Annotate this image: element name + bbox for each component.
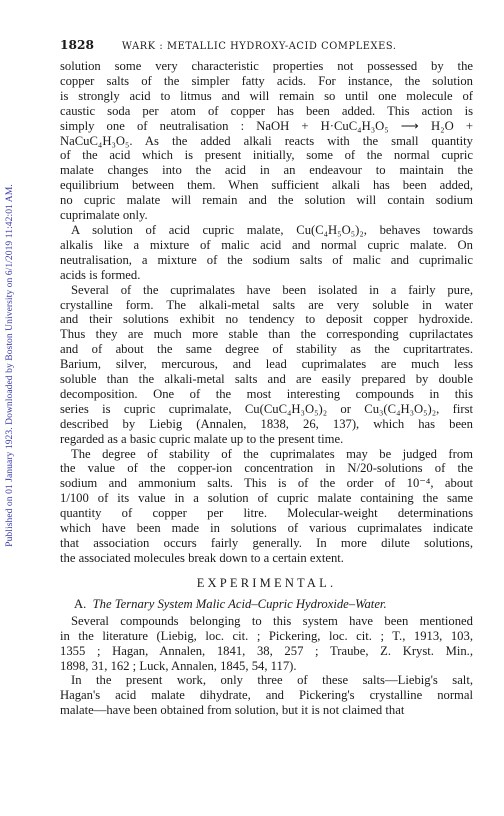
subsection-title: The Ternary System Malic Acid–Cupric Hydroxide–Water. <box>92 596 387 611</box>
text-line: is strongly acid to litmus and will remain so until one molecule of <box>60 88 473 103</box>
text-line: series is cupric cuprimalate, Cu(CuC₄H₃O₅)₂ or Cu₃(C₄H₃O₅)₂, first <box>60 401 473 416</box>
text-line: quantity of copper per litre. Molecular-weight determinations <box>60 506 473 521</box>
text-line: neutralisation, a mixture of the sodium salts of malic and cuprimalic <box>60 252 473 267</box>
text-line: malate—have been obtained from solution, but it is not claimed that <box>60 703 405 718</box>
text-line: 1355 ; Hagan, Annalen, 1841, 38, 257 ; Traube, Z. Kryst. Min., <box>60 643 473 658</box>
text-line: the value of the copper-ion concentration in N/20-solutions of the <box>60 461 473 476</box>
running-title: WARK : METALLIC HYDROXY-ACID COMPLEXES. <box>121 41 397 52</box>
text-line: In the present work, only three of these salts—Liebig's salt, <box>71 673 473 688</box>
text-line: and their solutions exhibit no tendency to deposit copper hydroxide. <box>60 312 473 327</box>
text-line: that association occurs fairly generally. In more dilute solutions, <box>60 536 473 550</box>
text-line: no cupric malate will remain and the solution will contain sodium <box>60 193 473 208</box>
download-stamp <box>2 95 16 635</box>
text-line: copper salts of the simpler fatty acids. For instance, the solution <box>60 73 473 88</box>
text-line: cuprimalate only. <box>60 208 148 223</box>
paragraph <box>60 283 473 447</box>
text-line: Barium, silver, mercurous, and lead cuprimalates are much less <box>60 357 473 372</box>
text-line: regarded as a basic cupric malate up to the present time. <box>60 431 344 446</box>
text-line: decomposition. One of the most interesting compounds in this <box>60 386 473 401</box>
text-line: the associated molecules break down to a certain extent. <box>60 550 344 565</box>
text-line: described by Liebig (Annalen, 1838, 26, 137), which has been <box>60 416 473 431</box>
text-line: of the acid which is present initially, some of the normal cupric <box>60 148 473 163</box>
text-line: in the literature (Liebig, loc. cit. ; Pickering, loc. cit. ; T., 1913, 103, <box>60 628 473 643</box>
text-line: crystalline form. The alkali-metal salts are very soluble in water <box>60 297 473 312</box>
download-stamp-text: Published on 01 January 1923. Downloaded by Boston University on 6/1/2019 11:42:01 AM. <box>3 183 15 547</box>
text-line: which have been made in solutions of various cuprimalates indicate <box>60 521 473 536</box>
text-line: equilibrium between them. When sufficient alkali has been added, <box>60 178 473 193</box>
paragraph <box>60 447 473 566</box>
text-line: sodium and ammonium salts. This is of the order of 10⁻⁴, about <box>60 476 473 491</box>
running-header <box>60 38 473 52</box>
text-line: malate changes into the acid in an endeavour to maintain the <box>60 163 473 178</box>
paragraph <box>60 59 473 223</box>
text-line: acids is formed. <box>60 267 141 282</box>
body-text-bottom <box>60 614 473 718</box>
paragraph <box>60 673 473 718</box>
journal-page <box>60 38 473 718</box>
text-line: Thus they are much more stable than the corresponding cuprilactates <box>60 327 473 342</box>
text-line: NaCuC₄H₃O₅. As the added alkali reacts with the small quantity <box>60 133 473 148</box>
text-line: Several compounds belonging to this system have been mentioned <box>71 613 473 628</box>
subsection-heading <box>74 597 473 612</box>
text-line: solution some very characteristic properties not possessed by the <box>60 59 473 73</box>
text-line: 1/100 of its value in a solution of cupric malate containing the same <box>60 491 473 506</box>
paragraph <box>60 223 473 283</box>
text-line: A solution of acid cupric malate, Cu(C₄H₅O₅)₂, behaves towards <box>71 222 473 237</box>
text-line: alkalis like a mixture of malic acid and normal cupric malate. On <box>60 237 473 252</box>
text-line: Hagan's acid malate dihydrate, and Pickering's crystalline normal <box>60 688 473 703</box>
body-text-top <box>60 59 473 566</box>
text-line: The degree of stability of the cuprimalates may be judged from <box>71 446 473 461</box>
text-line: and of about the same degree of stability as the cupritartrates. <box>60 342 473 357</box>
text-line: caustic soda per atom of copper has been added. This action is <box>60 103 473 118</box>
paragraph <box>60 614 473 674</box>
text-line: 1898, 31, 162 ; Luck, Annalen, 1845, 54, 117). <box>60 658 297 673</box>
section-heading: EXPERIMENTAL. <box>196 575 337 590</box>
text-line: soluble than the alkali-metal salts and are easily prepared by double <box>60 372 473 387</box>
page-number: 1828 <box>60 38 94 52</box>
subsection-letter: A. <box>74 596 87 611</box>
text-line: Several of the cuprimalates have been isolated in a fairly pure, <box>71 282 473 297</box>
text-line: simply one of neutralisation : NaOH + H·CuC₄H₃O₅ ⟶ H₂O + <box>60 118 473 133</box>
